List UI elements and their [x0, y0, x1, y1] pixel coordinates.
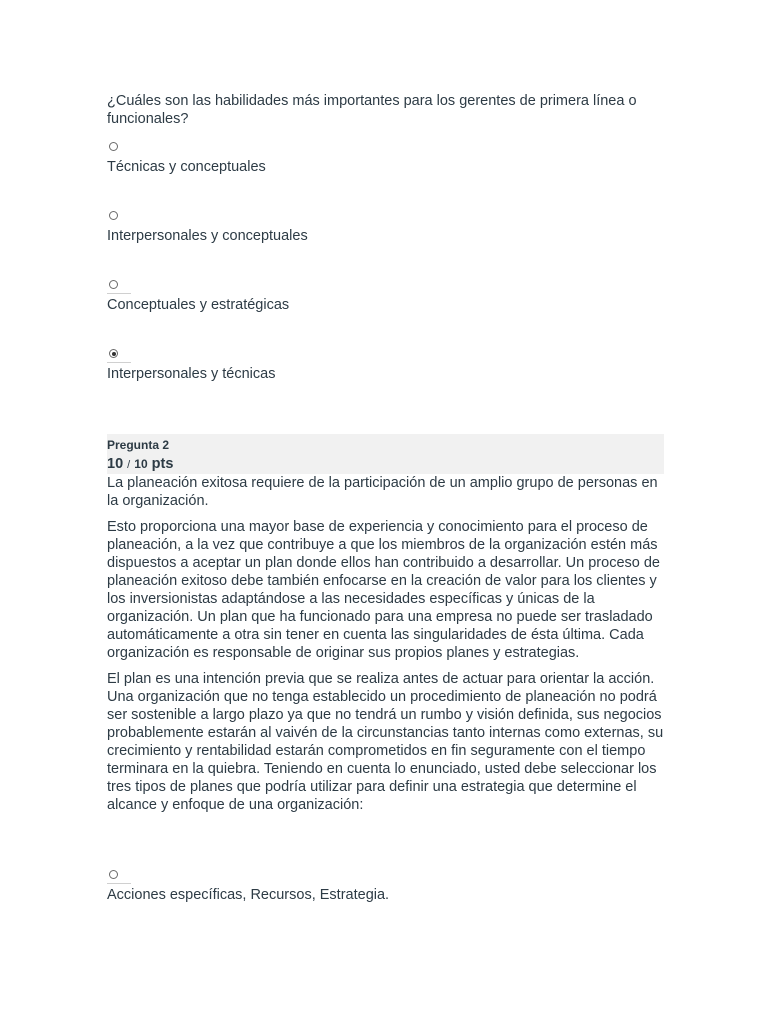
answer-label: Interpersonales y técnicas: [107, 366, 276, 382]
answer-label: Técnicas y conceptuales: [107, 159, 266, 175]
radio-wrap: [107, 280, 664, 296]
radio-underline: [107, 883, 131, 884]
answer-option[interactable]: [107, 280, 664, 314]
radio-button[interactable]: [109, 142, 118, 151]
radio-button[interactable]: [109, 280, 118, 289]
radio-button-checked[interactable]: [109, 349, 118, 358]
answer-option[interactable]: [107, 142, 664, 176]
score-max: 10: [134, 457, 148, 471]
question-2-paragraph: El plan es una intención previa que se realiza antes de actuar para orientar la acción. Una organización que no tenga establecido un procedimiento de planeación no podrá ser sostenible a largo plazo ya que no tendrá un rumbo y visión definida, sus negocios probablemente estarán al vaivén de la circunstancias tanto internas como externas, su crecimiento y rentabilidad estarán comprometidos en fin seguramente con el tiempo terminara en la quiebra. Teniendo en cuenta lo enunciado, usted debe seleccionar los tres tipos de planes que podría utilizar para definir una estrategia que determine el alcance y enfoque de una organización:: [107, 671, 664, 813]
radio-button[interactable]: [109, 870, 118, 879]
radio-underline: [107, 293, 131, 294]
question-1-text: ¿Cuáles son las habilidades más importantes para los gerentes de primera línea o funcionales?: [107, 93, 637, 127]
question-2-paragraph: La planeación exitosa requiere de la participación de un amplio grupo de personas en la organización.: [107, 475, 658, 509]
question-2-body: [107, 474, 664, 822]
answer-option[interactable]: [107, 211, 664, 245]
score-slash: /: [127, 459, 131, 471]
radio-underline: [107, 362, 131, 363]
question-2-header: [107, 434, 664, 474]
answer-label: Interpersonales y conceptuales: [107, 228, 308, 244]
question-2-title: Pregunta 2: [107, 438, 170, 452]
radio-wrap: [107, 349, 664, 365]
question-2-paragraph: Esto proporciona una mayor base de experiencia y conocimiento para el proceso de planeación, a la vez que contribuye a que los miembros de la organización estén más dispuestos a aceptar un plan donde ellos han contribuido a desarrollar. Un proceso de planeación exitoso debe también enfocarse en la creación de valor para los clientes y los inversionistas adaptándose a las necesidades específicas y únicas de la organización. Un plan que ha funcionado para una empresa no puede ser trasladado automáticamente a otra sin tener en cuenta las singularidades de ésta última. Cada organización es responsable de originar sus propios planes y estrategias.: [107, 519, 660, 661]
radio-button[interactable]: [109, 211, 118, 220]
score-value: 10: [107, 456, 124, 472]
radio-wrap: [107, 211, 664, 227]
answer-label: Acciones específicas, Recursos, Estrategia.: [107, 887, 390, 903]
radio-wrap: [107, 870, 664, 886]
question-2-score: [107, 456, 173, 472]
radio-wrap: [107, 142, 664, 158]
answer-label: Conceptuales y estratégicas: [107, 297, 290, 313]
answer-option[interactable]: [107, 870, 664, 904]
score-pts-label: pts: [151, 456, 174, 472]
answer-option-selected[interactable]: [107, 349, 664, 383]
